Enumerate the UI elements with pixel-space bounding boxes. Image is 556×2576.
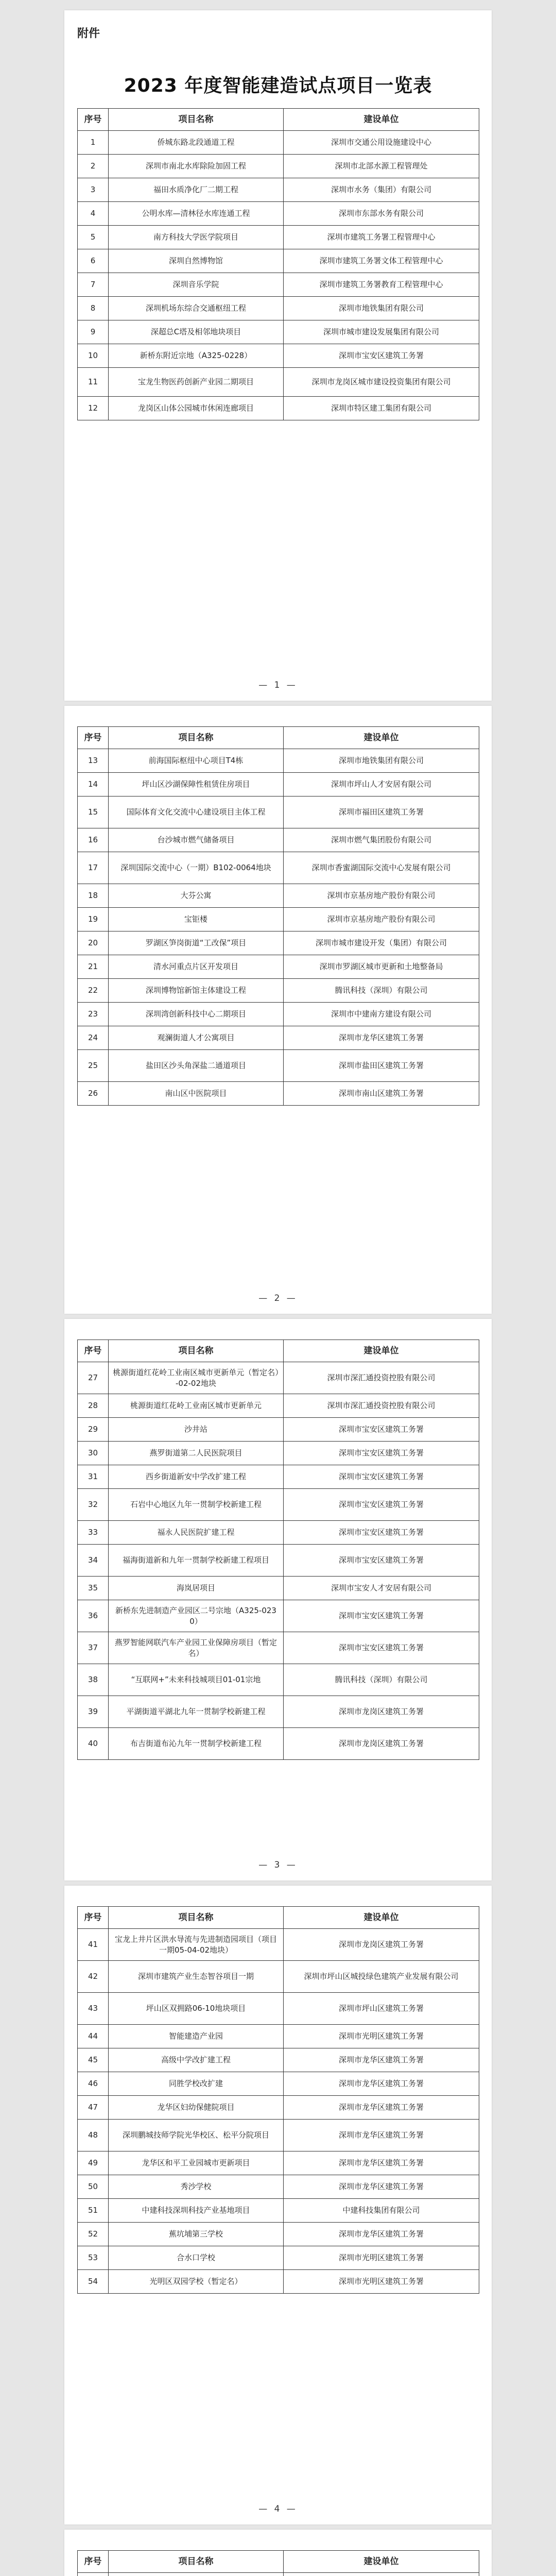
row-number: 11 bbox=[78, 368, 109, 397]
table-row bbox=[78, 344, 479, 368]
table-row bbox=[78, 2025, 479, 2048]
row-number: 30 bbox=[78, 1442, 109, 1465]
row-project-name: 清水河重点片区开发项目 bbox=[109, 955, 284, 979]
row-number: 37 bbox=[78, 1632, 109, 1664]
row-construction-unit: 深圳市福田区建筑工务署 bbox=[284, 796, 479, 828]
row-project-name: 前海国际枢纽中心项目T4栋 bbox=[109, 749, 284, 773]
table-row bbox=[78, 1545, 479, 1577]
row-number: 27 bbox=[78, 1362, 109, 1394]
row-number: 10 bbox=[78, 344, 109, 368]
row-number: 46 bbox=[78, 2072, 109, 2096]
row-construction-unit: 深圳市东部水务有限公司 bbox=[284, 202, 479, 226]
row-project-name: 公明水库—清林径水库连通工程 bbox=[109, 202, 284, 226]
row-number: 12 bbox=[78, 397, 109, 420]
row-number: 9 bbox=[78, 320, 109, 344]
row-project-name: 平湖街道平湖北九年一贯制学校新建工程 bbox=[109, 1696, 284, 1728]
row-number: 23 bbox=[78, 1003, 109, 1026]
row-construction-unit: 深圳市罗湖区城市更新和土地整备局 bbox=[284, 955, 479, 979]
row-construction-unit: 深圳市龙岗区建筑工务署 bbox=[284, 1929, 479, 1961]
table-row bbox=[78, 368, 479, 397]
row-construction-unit: 深圳市坪山人才安居有限公司 bbox=[284, 773, 479, 796]
document-page-2 bbox=[64, 706, 492, 1314]
row-construction-unit: 深圳市宝安区建筑工务署 bbox=[284, 1545, 479, 1577]
row-number: 29 bbox=[78, 1418, 109, 1442]
project-table bbox=[77, 108, 479, 420]
row-construction-unit: 深圳市地铁集团有限公司 bbox=[284, 297, 479, 320]
row-project-name: 福田水质净化厂二期工程 bbox=[109, 178, 284, 202]
header-construction-unit: 建设单位 bbox=[284, 1340, 479, 1362]
document-page-3 bbox=[64, 1319, 492, 1880]
row-construction-unit: 深圳市宝安区建筑工务署 bbox=[284, 344, 479, 368]
row-project-name: 新桥东先进制造产业园区二号宗地（A325-0230） bbox=[109, 1600, 284, 1632]
row-number: 22 bbox=[78, 979, 109, 1003]
row-project-name: 桃源街道红花岭工业南区城市更新单元 bbox=[109, 1394, 284, 1418]
table-row bbox=[78, 178, 479, 202]
table-row bbox=[78, 131, 479, 155]
row-project-name: 龙华区妇幼保健院项目 bbox=[109, 2096, 284, 2120]
table-row bbox=[78, 852, 479, 884]
row-number: 3 bbox=[78, 178, 109, 202]
row-project-name: 福海街道新和九年一贯制学校新建工程项目 bbox=[109, 1545, 284, 1577]
row-project-name: 高级中学改扩建工程 bbox=[109, 2048, 284, 2072]
row-number: 43 bbox=[78, 1993, 109, 2025]
row-construction-unit: 深圳市光明区建筑工务署 bbox=[284, 2246, 479, 2270]
row-construction-unit: 腾讯科技（深圳）有限公司 bbox=[284, 1664, 479, 1696]
project-table bbox=[77, 1340, 479, 1760]
row-construction-unit: 深圳市龙华区建筑工务署 bbox=[284, 2120, 479, 2151]
row-number: 14 bbox=[78, 773, 109, 796]
table-header-row bbox=[78, 1340, 479, 1362]
project-table bbox=[77, 1906, 479, 2294]
table-row bbox=[78, 2270, 479, 2294]
row-project-name: 国际体育文化交流中心建设项目主体工程 bbox=[109, 796, 284, 828]
document-page-1 bbox=[64, 10, 492, 701]
row-construction-unit: 深圳市建筑工务署工程管理中心 bbox=[284, 226, 479, 249]
row-number: 7 bbox=[78, 273, 109, 297]
table-row bbox=[78, 2072, 479, 2096]
row-construction-unit: 深圳市宝安区建筑工务署 bbox=[284, 1418, 479, 1442]
table-row bbox=[78, 1082, 479, 1106]
row-number: 54 bbox=[78, 2270, 109, 2294]
table-row bbox=[78, 1521, 479, 1545]
row-construction-unit: 深圳市深汇通投资控股有限公司 bbox=[284, 1394, 479, 1418]
row-project-name: 桃源街道红花岭工业南区城市更新单元（暂定名）-02-02地块 bbox=[109, 1362, 284, 1394]
row-number: 35 bbox=[78, 1577, 109, 1600]
row-number: 53 bbox=[78, 2246, 109, 2270]
page-number: — 3 — bbox=[258, 1860, 298, 1870]
row-project-name: 智能建造产业园 bbox=[109, 2025, 284, 2048]
table-row bbox=[78, 2120, 479, 2151]
row-project-name: 燕罗街道第二人民医院项目 bbox=[109, 1442, 284, 1465]
row-construction-unit: 深圳市宝安区建筑工务署 bbox=[284, 1442, 479, 1465]
table-row bbox=[78, 226, 479, 249]
row-project-name: 蕉坑埔第三学校 bbox=[109, 2223, 284, 2246]
row-number: 13 bbox=[78, 749, 109, 773]
row-number: 39 bbox=[78, 1696, 109, 1728]
row-project-name: 光明区双园学校（暂定名） bbox=[109, 2270, 284, 2294]
document-page-5 bbox=[64, 2530, 492, 2576]
row-project-name: 沙井站 bbox=[109, 1418, 284, 1442]
row-project-name: 大芬公寓 bbox=[109, 884, 284, 908]
row-number: 19 bbox=[78, 908, 109, 931]
row-construction-unit: 深圳市龙岗区城市建设投资集团有限公司 bbox=[284, 368, 479, 397]
row-construction-unit: 深圳市建筑工务署教育工程管理中心 bbox=[284, 273, 479, 297]
row-project-name: 南山区中医院项目 bbox=[109, 1082, 284, 1106]
table-row bbox=[78, 2048, 479, 2072]
row-construction-unit: 深圳市龙岗区建筑工务署 bbox=[284, 1728, 479, 1760]
row-construction-unit: 深圳市宝安人才安居有限公司 bbox=[284, 1577, 479, 1600]
row-construction-unit: 深圳市龙华区建筑工务署 bbox=[284, 2175, 479, 2199]
row-construction-unit: 深圳市交通公用设施建设中心 bbox=[284, 131, 479, 155]
table-row bbox=[78, 1418, 479, 1442]
row-construction-unit: 腾讯科技（深圳）有限公司 bbox=[284, 979, 479, 1003]
header-number: 序号 bbox=[78, 109, 109, 131]
row-number: 17 bbox=[78, 852, 109, 884]
row-project-name: “互联网+”未来科技城项目01-01宗地 bbox=[109, 1664, 284, 1696]
row-project-name: 坪山区沙湖保障性租赁住房项目 bbox=[109, 773, 284, 796]
row-number: 26 bbox=[78, 1082, 109, 1106]
row-number: 47 bbox=[78, 2096, 109, 2120]
table-row bbox=[78, 1442, 479, 1465]
row-project-name: 台沙城市燃气储备项目 bbox=[109, 828, 284, 852]
row-project-name: 燕罗智能网联汽车产业园工业保障房项目（暂定名） bbox=[109, 1632, 284, 1664]
table-row bbox=[78, 931, 479, 955]
table-row bbox=[78, 1929, 479, 1961]
row-number: 34 bbox=[78, 1545, 109, 1577]
row-construction-unit: 深圳市深汇通投资控股有限公司 bbox=[284, 1362, 479, 1394]
row-construction-unit: 深圳市宝安区建筑工务署 bbox=[284, 1600, 479, 1632]
table-row bbox=[78, 1664, 479, 1696]
row-project-name: 深圳机场东综合交通枢纽工程 bbox=[109, 297, 284, 320]
table-row bbox=[78, 1050, 479, 1082]
row-construction-unit: 深圳市中建南方建设有限公司 bbox=[284, 1003, 479, 1026]
row-number: 6 bbox=[78, 249, 109, 273]
row-construction-unit: 深圳市坪山区建筑工务署 bbox=[284, 1993, 479, 2025]
header-construction-unit: 建设单位 bbox=[284, 727, 479, 749]
table-row bbox=[78, 2175, 479, 2199]
row-project-name: 西乡街道新安中学改扩建工程 bbox=[109, 1465, 284, 1489]
table-row bbox=[78, 1026, 479, 1050]
row-project-name: 深圳鹏城技师学院光华校区、松平分院项目 bbox=[109, 2120, 284, 2151]
table-row bbox=[78, 155, 479, 178]
row-number: 48 bbox=[78, 2120, 109, 2151]
table-row bbox=[78, 1600, 479, 1632]
row-project-name: 布吉街道布沁九年一贯制学校新建工程 bbox=[109, 1728, 284, 1760]
table-row bbox=[78, 1003, 479, 1026]
row-number: 51 bbox=[78, 2199, 109, 2223]
row-construction-unit: 深圳市城市建设发展集团有限公司 bbox=[284, 320, 479, 344]
row-construction-unit: 深圳市龙华区建筑工务署 bbox=[284, 2096, 479, 2120]
row-construction-unit: 中建科技集团有限公司 bbox=[284, 2199, 479, 2223]
table-row bbox=[78, 884, 479, 908]
header-project-name: 项目名称 bbox=[109, 727, 284, 749]
table-row bbox=[78, 1696, 479, 1728]
row-construction-unit: 深圳市京基房地产股份有限公司 bbox=[284, 908, 479, 931]
row-number: 44 bbox=[78, 2025, 109, 2048]
row-number: 41 bbox=[78, 1929, 109, 1961]
table-row bbox=[78, 2096, 479, 2120]
header-construction-unit: 建设单位 bbox=[284, 2551, 479, 2573]
table-row bbox=[78, 2223, 479, 2246]
row-construction-unit: 深圳市北部水源工程管理处 bbox=[284, 155, 479, 178]
row-project-name: 同胜学校改扩建 bbox=[109, 2072, 284, 2096]
row-construction-unit: 深圳市南山区建筑工务署 bbox=[284, 1082, 479, 1106]
header-number: 序号 bbox=[78, 727, 109, 749]
table-row bbox=[78, 273, 479, 297]
table-row bbox=[78, 955, 479, 979]
row-number: 4 bbox=[78, 202, 109, 226]
row-number: 52 bbox=[78, 2223, 109, 2246]
row-construction-unit: 深圳市城市建设开发（集团）有限公司 bbox=[284, 931, 479, 955]
row-number: 31 bbox=[78, 1465, 109, 1489]
row-number: 21 bbox=[78, 955, 109, 979]
row-number: 5 bbox=[78, 226, 109, 249]
row-number: 45 bbox=[78, 2048, 109, 2072]
header-number: 序号 bbox=[78, 1907, 109, 1929]
table-row bbox=[78, 2199, 479, 2223]
row-construction-unit: 深圳市水务（集团）有限公司 bbox=[284, 178, 479, 202]
row-project-name bbox=[109, 2573, 284, 2576]
row-number bbox=[78, 2573, 109, 2576]
header-number: 序号 bbox=[78, 2551, 109, 2573]
row-project-name: 宝钜楼 bbox=[109, 908, 284, 931]
table-row bbox=[78, 1489, 479, 1521]
row-number: 40 bbox=[78, 1728, 109, 1760]
row-project-name: 宝龙上井片区洪水导流与先进制造园项目（项目一期05-04-02地块） bbox=[109, 1929, 284, 1961]
row-number: 18 bbox=[78, 884, 109, 908]
table-row bbox=[78, 908, 479, 931]
table-row bbox=[78, 1728, 479, 1760]
row-construction-unit: 深圳市龙华区建筑工务署 bbox=[284, 2072, 479, 2096]
row-construction-unit: 深圳市龙华区建筑工务署 bbox=[284, 2048, 479, 2072]
row-number: 32 bbox=[78, 1489, 109, 1521]
header-project-name: 项目名称 bbox=[109, 1907, 284, 1929]
table-row bbox=[78, 2151, 479, 2175]
project-table bbox=[77, 2550, 479, 2576]
document-title: 2023 年度智能建造试点项目一览表 bbox=[124, 75, 432, 96]
row-number: 33 bbox=[78, 1521, 109, 1545]
table-row bbox=[78, 202, 479, 226]
row-construction-unit: 深圳市建筑工务署文体工程管理中心 bbox=[284, 249, 479, 273]
row-number: 50 bbox=[78, 2175, 109, 2199]
table-row bbox=[78, 397, 479, 420]
row-construction-unit: 深圳市宝安区建筑工务署 bbox=[284, 1465, 479, 1489]
table-row bbox=[78, 1362, 479, 1394]
row-number: 42 bbox=[78, 1961, 109, 1993]
header-construction-unit: 建设单位 bbox=[284, 1907, 479, 1929]
row-project-name: 中建科技深圳科技产业基地项目 bbox=[109, 2199, 284, 2223]
row-construction-unit: 深圳市光明区建筑工务署 bbox=[284, 2025, 479, 2048]
row-number: 15 bbox=[78, 796, 109, 828]
attachment-label: 附件 bbox=[77, 27, 100, 40]
row-project-name: 宝龙生物医药创新产业园二期项目 bbox=[109, 368, 284, 397]
row-construction-unit: 深圳市龙岗区建筑工务署 bbox=[284, 1696, 479, 1728]
row-construction-unit: 深圳市宝安区建筑工务署 bbox=[284, 1489, 479, 1521]
page-number: — 4 — bbox=[258, 2504, 298, 2514]
header-number: 序号 bbox=[78, 1340, 109, 1362]
row-construction-unit: 深圳市盐田区建筑工务署 bbox=[284, 1050, 479, 1082]
row-project-name: 龙岗区山体公园城市休闲连廊项目 bbox=[109, 397, 284, 420]
row-construction-unit: 深圳市特区建工集团有限公司 bbox=[284, 397, 479, 420]
row-project-name: 秀沙学校 bbox=[109, 2175, 284, 2199]
table-header-row bbox=[78, 727, 479, 749]
row-number: 20 bbox=[78, 931, 109, 955]
page-number: — 2 — bbox=[258, 1293, 298, 1303]
row-project-name: 坪山区双拥路06-10地块项目 bbox=[109, 1993, 284, 2025]
row-number: 28 bbox=[78, 1394, 109, 1418]
row-number: 2 bbox=[78, 155, 109, 178]
row-construction-unit: 深圳市宝安区建筑工务署 bbox=[284, 1632, 479, 1664]
row-number: 25 bbox=[78, 1050, 109, 1082]
row-number: 16 bbox=[78, 828, 109, 852]
row-project-name: 深圳博物馆新馆主体建设工程 bbox=[109, 979, 284, 1003]
table-row bbox=[78, 1961, 479, 1993]
row-construction-unit bbox=[284, 2573, 479, 2576]
row-number: 8 bbox=[78, 297, 109, 320]
table-row bbox=[78, 796, 479, 828]
row-number: 24 bbox=[78, 1026, 109, 1050]
table-header-row bbox=[78, 109, 479, 131]
row-construction-unit: 深圳市宝安区建筑工务署 bbox=[284, 1521, 479, 1545]
row-project-name: 龙华区和平工业园城市更新项目 bbox=[109, 2151, 284, 2175]
table-row bbox=[78, 249, 479, 273]
table-row bbox=[78, 1993, 479, 2025]
row-number: 38 bbox=[78, 1664, 109, 1696]
row-construction-unit: 深圳市燃气集团股份有限公司 bbox=[284, 828, 479, 852]
table-header-row bbox=[78, 2551, 479, 2573]
project-table bbox=[77, 726, 479, 1106]
page-number: — 1 — bbox=[258, 680, 298, 690]
row-construction-unit: 深圳市光明区建筑工务署 bbox=[284, 2270, 479, 2294]
row-construction-unit: 深圳市坪山区城投绿色建筑产业发展有限公司 bbox=[284, 1961, 479, 1993]
row-project-name: 海岚居项目 bbox=[109, 1577, 284, 1600]
table-row bbox=[78, 297, 479, 320]
table-row bbox=[78, 320, 479, 344]
header-construction-unit: 建设单位 bbox=[284, 109, 479, 131]
row-project-name: 侨城东路北段通道工程 bbox=[109, 131, 284, 155]
row-number: 36 bbox=[78, 1600, 109, 1632]
row-number: 49 bbox=[78, 2151, 109, 2175]
table-row bbox=[78, 749, 479, 773]
row-number: 1 bbox=[78, 131, 109, 155]
table-row bbox=[78, 2246, 479, 2270]
row-project-name: 新桥东附近宗地（A325-0228） bbox=[109, 344, 284, 368]
row-project-name: 深超总C塔及相邻地块项目 bbox=[109, 320, 284, 344]
row-construction-unit: 深圳市地铁集团有限公司 bbox=[284, 749, 479, 773]
table-row bbox=[78, 1394, 479, 1418]
table-row bbox=[78, 1465, 479, 1489]
row-project-name: 深圳市建筑产业生态智谷项目一期 bbox=[109, 1961, 284, 1993]
table-row bbox=[78, 773, 479, 796]
row-project-name: 福永人民医院扩建工程 bbox=[109, 1521, 284, 1545]
row-project-name: 合水口学校 bbox=[109, 2246, 284, 2270]
row-project-name: 南方科技大学医学院项目 bbox=[109, 226, 284, 249]
table-row bbox=[78, 828, 479, 852]
row-project-name: 深圳自然博物馆 bbox=[109, 249, 284, 273]
table-header-row bbox=[78, 1907, 479, 1929]
table-row bbox=[78, 2573, 479, 2576]
header-project-name: 项目名称 bbox=[109, 109, 284, 131]
row-construction-unit: 深圳市龙华区建筑工务署 bbox=[284, 1026, 479, 1050]
row-project-name: 盐田区沙头角深盐二通道项目 bbox=[109, 1050, 284, 1082]
row-construction-unit: 深圳市京基房地产股份有限公司 bbox=[284, 884, 479, 908]
table-row bbox=[78, 1632, 479, 1664]
document-page-4 bbox=[64, 1886, 492, 2524]
row-project-name: 深圳市南北水库除险加固工程 bbox=[109, 155, 284, 178]
table-row bbox=[78, 979, 479, 1003]
row-construction-unit: 深圳市龙华区建筑工务署 bbox=[284, 2223, 479, 2246]
header-project-name: 项目名称 bbox=[109, 2551, 284, 2573]
row-construction-unit: 深圳市香蜜湖国际交流中心发展有限公司 bbox=[284, 852, 479, 884]
row-construction-unit: 深圳市龙华区建筑工务署 bbox=[284, 2151, 479, 2175]
row-project-name: 深圳音乐学院 bbox=[109, 273, 284, 297]
header-project-name: 项目名称 bbox=[109, 1340, 284, 1362]
row-project-name: 罗湖区笋岗街道“工改保”项目 bbox=[109, 931, 284, 955]
row-project-name: 深圳湾创新科技中心二期项目 bbox=[109, 1003, 284, 1026]
row-project-name: 石岩中心地区九年一贯制学校新建工程 bbox=[109, 1489, 284, 1521]
row-project-name: 观澜街道人才公寓项目 bbox=[109, 1026, 284, 1050]
row-project-name: 深圳国际交流中心（一期）B102-0064地块 bbox=[109, 852, 284, 884]
table-row bbox=[78, 1577, 479, 1600]
